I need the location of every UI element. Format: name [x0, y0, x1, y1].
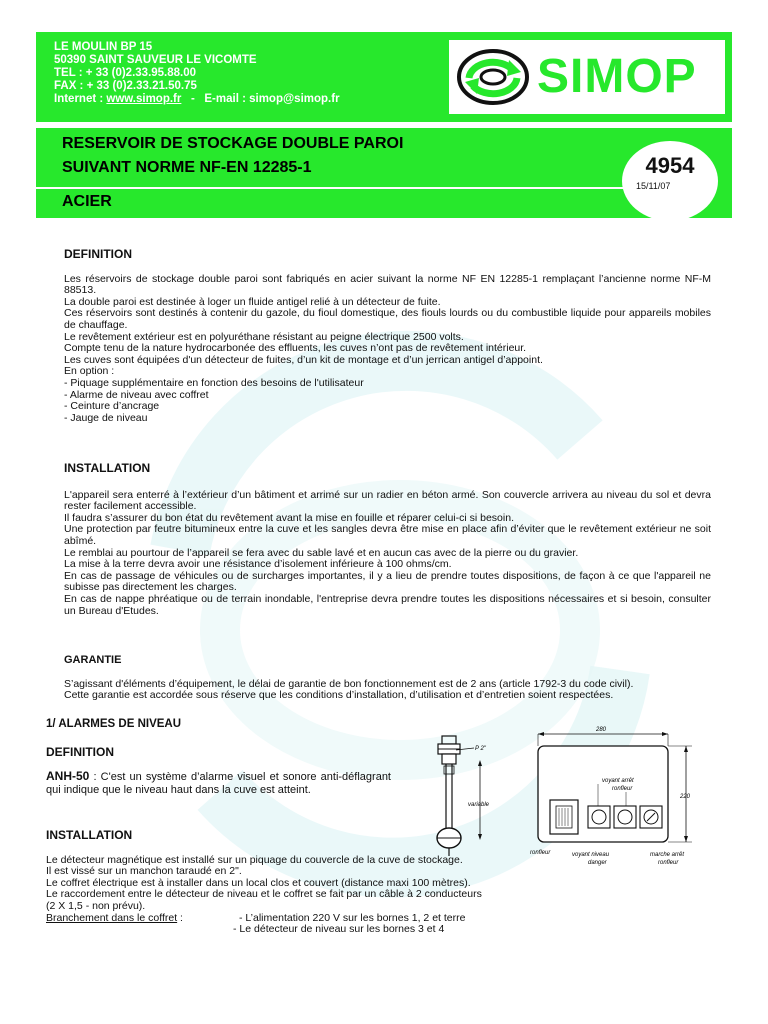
voyant-niveau-label: voyant niveau: [572, 852, 610, 858]
anh-label: ANH-50: [46, 769, 90, 784]
definition-section: [64, 249, 711, 424]
installation-p7: En cas de nappe phréatique ou de terrain inondable, l'entreprise devra prendre toutes les dispositions nécessaires et si besoin, consulter un Bureau d'Etudes.: [64, 592, 711, 617]
title-banner: [36, 128, 732, 218]
alarmes-heading: 1/ ALARMES DE NIVEAU: [46, 718, 182, 730]
definition-p5: Compte tenu de la nature hydrocarbonée des effluents, les cuves n’ont pas de revêtement intérieur.: [64, 342, 527, 355]
brand-logo: [449, 40, 725, 114]
alarmes-i2: Il est vissé sur un manchon taraudé en 2".: [46, 865, 242, 878]
box-height-label: 220: [680, 794, 691, 800]
company-address: 50390 SAINT SAUVEUR LE VICOMTE: [54, 54, 257, 66]
option-item: - Jauge de niveau: [64, 411, 148, 424]
company-tel: TEL : + 33 (0)2.33.95.88.00: [54, 67, 197, 79]
branchement-item-1: - L’alimentation 220 V sur les bornes 1, 2 et terre: [239, 911, 466, 924]
alarmes-section: [46, 719, 396, 797]
brand-name: SIMOP: [537, 50, 697, 103]
definition-p1: Les réservoirs de stockage double paroi sont fabriqués en acier suivant la norme NF EN 12285-1 remplaçant l’ancienne norme NF-M 88513.: [64, 272, 711, 297]
alarmes-inst-heading: INSTALLATION: [46, 828, 133, 842]
garantie-section: [64, 655, 711, 702]
alarmes-def-heading: DEFINITION: [46, 744, 114, 759]
installation-p5: La mise à la terre devra avoir une résistance d’isolement inférieure à 100 ohms/cm.: [64, 558, 452, 571]
company-web: [54, 93, 340, 106]
installation-p1: L'appareil sera enterré à l’extérieur d’un bâtiment et arrimé sur un radier en béton armé. Son couvercle arrivera au niveau du sol et devra rester facilement accessible.: [64, 488, 711, 513]
title-line-3: ACIER: [62, 193, 112, 210]
alarmes-i1: Le détecteur magnétique est installé sur un piquage du couvercle de la cuve de stockage.: [46, 853, 463, 866]
garantie-heading: GARANTIE: [64, 654, 122, 666]
gauge-p2-label: P 2": [475, 746, 486, 752]
branchement-label: Branchement dans le coffret: [46, 911, 178, 924]
definition-p3: Ces réservoirs sont destinés à contenir du gazole, du fioul domestique, des fiouls lourds ou du combustible liquide pour appareils mobiles de chauffage.: [64, 307, 711, 331]
installation-section: [64, 463, 711, 617]
installation-p6: En cas de passage de véhicules ou de surcharges importantes, il y a lieu de prendre toutes dispositions, de façon à ce que l'appareil ne subisse pas directement les charges.: [64, 569, 711, 594]
garantie-p1: S’agissant d'éléments d’équipement, le délai de garantie de bon fonctionnement est de 2 ans (article 1792-3 du code civil).: [64, 677, 634, 690]
option-item: - Alarme de niveau avec coffret: [64, 388, 209, 401]
recycle-arrows-icon: [455, 48, 531, 106]
voyant-arret-label: voyant arrêt: [602, 778, 634, 784]
installation-p3: Une protection par feutre bitumineux entre la cuve et les sangles devra être mise en place afin d’éviter que le revêtement extérieur ne soit abîmé.: [64, 523, 711, 547]
alarmes-i3: Le coffret électrique est à installer dans un local clos et couvert (distance maxi 100 mètres).: [46, 876, 471, 889]
contact-info: [54, 41, 340, 106]
anh-description: [46, 770, 391, 797]
definition-heading: DEFINITION: [64, 247, 132, 261]
definition-p6: Les cuves sont équipées d'un détecteur de fuites, d’un kit de montage et d’un jerrican antigel d’appoint.: [64, 353, 543, 366]
anh-text: : C'est un système d’alarme visuel et sonore anti-déflagrant qui indique que le niveau haut dans la cuve est atteint.: [46, 771, 391, 797]
definition-p2: La double paroi est destinée à loger un fluide antigel relié à un détecteur de fuite.: [64, 295, 441, 308]
website-link[interactable]: www.simop.fr: [106, 93, 182, 105]
gauge-variable-label: variable: [468, 802, 490, 808]
title-line-1: RESERVOIR DE STOCKAGE DOUBLE PAROI: [62, 135, 404, 152]
reference-badge: [622, 141, 718, 221]
alarm-box-drawing: [530, 722, 710, 882]
installation-p4: Le remblai au pourtour de l’appareil se fera avec du sable lavé et en aucun cas avec de la pierre ou du gravier.: [64, 546, 579, 559]
title-line-2: SUIVANT NORME NF-EN 12285-1: [62, 159, 312, 176]
email-text: - E-mail : simop@simop.fr: [181, 93, 340, 105]
installation-heading: INSTALLATION: [64, 461, 151, 475]
option-item: - Piquage supplémentaire en fonction des besoins de l'utilisateur: [64, 376, 364, 389]
title-divider: [36, 187, 626, 189]
installation-p2: Il faudra s’assurer du bon état du revêtement avant la mise en fouille et réparer celui-ci si besoin.: [64, 511, 514, 524]
company-fax: FAX : + 33 (0)2.33.21.50.75: [54, 80, 197, 92]
company-name: LE MOULIN BP 15: [54, 41, 153, 53]
alarmes-i6: [46, 913, 706, 925]
internet-label: Internet :: [54, 93, 107, 105]
box-width-label: 280: [596, 727, 607, 733]
header-banner: [36, 32, 732, 122]
branchement-sep: :: [177, 911, 183, 924]
option-item: - Ceinture d’ancrage: [64, 400, 160, 413]
alarmes-i4: Le raccordement entre le détecteur de niveau et le coffret se fait par un câble à 2 conducteurs: [46, 888, 482, 901]
reference-number: 4954: [645, 153, 695, 178]
reference-date: 15/11/07: [636, 181, 671, 191]
alarmes-i5: (2 X 1,5 - non prévu).: [46, 899, 146, 912]
garantie-p2: Cette garantie est accordée sous réserve que les conditions d’installation, d’utilisation et d’entretien soient respectées.: [64, 689, 614, 702]
definition-p4: Le revêtement extérieur est en polyuréthane résistant au peigne électrique 2500 volts.: [64, 330, 464, 343]
danger-label: danger: [588, 860, 607, 866]
ronfleur-right-label: ronfleur: [658, 860, 679, 866]
ronfleur-top-label: ronfleur: [612, 786, 633, 792]
marche-arret-label: marche arrêt: [650, 852, 685, 858]
level-detector-drawing: [428, 732, 508, 872]
branchement-item-2: - Le détecteur de niveau sur les bornes 3 et 4: [233, 923, 445, 936]
definition-p7: En option :: [64, 365, 115, 378]
ronfleur-left-label: ronfleur: [530, 850, 551, 856]
